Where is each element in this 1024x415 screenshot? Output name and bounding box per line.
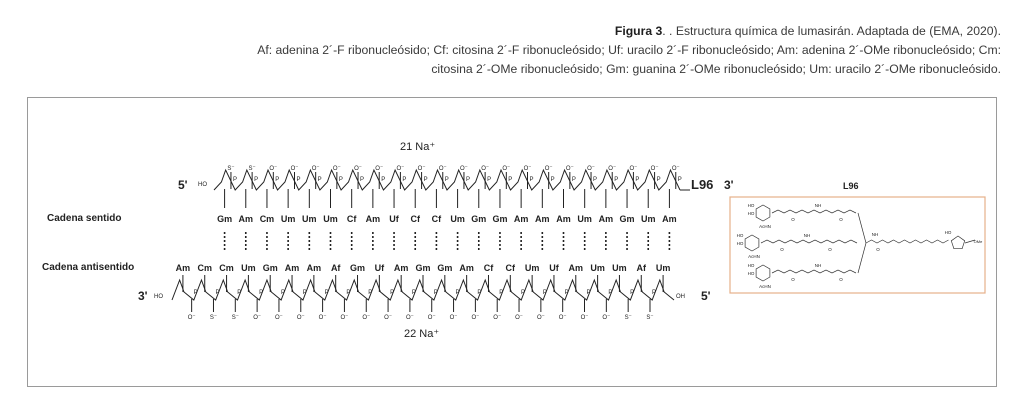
phosphorus-atom: P xyxy=(360,177,365,183)
antisense-strand-label: Cadena antisentido xyxy=(42,262,135,273)
base-pair-mark xyxy=(669,236,671,238)
phosphate-charge: O⁻ xyxy=(558,315,567,321)
phosphate-charge: O⁻ xyxy=(460,166,468,172)
antisense-nucleotide: Uf xyxy=(549,263,559,273)
base-pair-mark xyxy=(287,244,289,246)
sense-nucleotide: Um xyxy=(302,214,317,224)
base-pair-mark xyxy=(542,244,544,246)
antisense-3-prime-end: 3' xyxy=(138,289,148,303)
antisense-nucleotide: Um xyxy=(241,263,256,273)
phosphate-charge: O⁻ xyxy=(354,166,362,172)
base-pair-mark xyxy=(478,240,480,242)
base-pair-mark xyxy=(669,240,671,242)
sense-3-prime-end: 3' xyxy=(724,178,734,192)
base-pair-mark xyxy=(393,236,395,238)
phosphorus-atom: P xyxy=(390,290,395,296)
phosphate-charge: O⁻ xyxy=(502,166,511,172)
base-pair-mark xyxy=(414,240,416,242)
phosphate-charge: O⁻ xyxy=(536,315,545,321)
antisense-nucleotide: Am xyxy=(306,263,322,273)
base-pair-mark xyxy=(393,248,395,250)
base-pair-mark xyxy=(436,248,438,250)
inset-label: HO xyxy=(747,271,755,276)
base-pair-mark xyxy=(626,248,628,250)
base-pair-mark xyxy=(499,244,501,246)
base-pair-mark xyxy=(266,236,268,238)
base-pair-mark xyxy=(330,244,332,246)
base-pair-mark xyxy=(330,240,332,242)
antisense-5-prime-end: 5' xyxy=(701,289,711,303)
antisense-nucleotide: Am xyxy=(284,263,300,273)
base-pair-mark xyxy=(351,240,353,242)
phosphorus-atom: P xyxy=(259,290,264,296)
phosphate-charge: O⁻ xyxy=(187,315,196,321)
base-pair-mark xyxy=(414,248,416,250)
phosphorus-atom: P xyxy=(487,177,492,183)
phosphorus-atom: P xyxy=(254,177,259,183)
phosphorus-atom: P xyxy=(593,177,598,183)
base-pair-mark xyxy=(647,232,649,234)
sense-nucleotide: Am xyxy=(365,214,381,224)
inset-label: AcHN xyxy=(759,224,771,229)
base-pair-mark xyxy=(436,236,438,238)
inset-label: O xyxy=(828,247,832,252)
base-pair-mark xyxy=(520,236,522,238)
sense-nucleotide: Gm xyxy=(471,214,487,224)
phosphate-charge: O⁻ xyxy=(318,315,327,321)
phosphate-charge: O⁻ xyxy=(515,315,523,321)
phosphorus-atom: P xyxy=(215,290,220,296)
antisense-nucleotide: Gm xyxy=(437,263,453,273)
antisense-oh-terminal: OH xyxy=(676,294,685,300)
base-pair-mark xyxy=(351,236,353,238)
sense-nucleotide: Um xyxy=(280,214,296,224)
phosphate-charge: O⁻ xyxy=(275,315,283,321)
base-pair-mark xyxy=(605,244,607,246)
sense-nucleotide: Cf xyxy=(410,214,420,224)
antisense-nucleotide: Um xyxy=(524,263,540,273)
base-pair-mark xyxy=(626,244,628,246)
figure-label: Figura 3 xyxy=(614,24,663,38)
base-pair-mark xyxy=(457,236,459,238)
phosphorus-atom: P xyxy=(317,177,322,183)
base-pair-mark xyxy=(287,236,289,238)
caption-legend: Af: adenina 2´-F ribonucleósido; Cf: citosina 2´-F ribonucleósido; Uf: uracilo 2´-F ribonucleósido; Am: adenina 2´-OMe ribonucleósido; Cm: citosina 2´-OMe ribonucleósido; Gm: guanina 2´-OMe ribonucleósido; Um: uracilo 2´-OMe ribonucleósido. xyxy=(257,43,1001,76)
base-pair-mark xyxy=(266,240,268,242)
base-pair-mark xyxy=(669,244,671,246)
base-pair-mark xyxy=(309,244,311,246)
base-pair-mark xyxy=(542,248,544,250)
phosphate-charge: S⁻ xyxy=(227,166,235,172)
phosphorus-atom: P xyxy=(346,290,351,296)
inset-label: NH xyxy=(871,232,879,237)
base-pair-mark xyxy=(351,248,353,250)
base-pair-mark xyxy=(563,240,565,242)
antisense-nucleotide: Cm xyxy=(197,263,212,273)
base-pair-mark xyxy=(647,236,649,238)
phosphate-charge: S⁻ xyxy=(231,315,239,321)
base-pair-mark xyxy=(457,248,459,250)
base-pair-mark xyxy=(626,240,628,242)
antisense-nucleotide: Um xyxy=(612,263,627,273)
phosphate-charge: O⁻ xyxy=(405,315,414,321)
phosphorus-atom: P xyxy=(338,177,343,183)
phosphorus-atom: P xyxy=(677,177,682,183)
base-pair-mark xyxy=(351,232,353,234)
sense-nucleotide: Cf xyxy=(346,214,357,224)
base-pair-mark xyxy=(647,240,649,242)
sense-nucleotide: Um xyxy=(323,214,338,224)
antisense-nucleotide: Uf xyxy=(374,263,385,273)
phosphate-charge: O⁻ xyxy=(650,166,659,172)
phosphate-charge: O⁻ xyxy=(290,166,299,172)
phosphate-charge: S⁻ xyxy=(209,315,218,321)
sense-nucleotide: Cf xyxy=(431,214,442,224)
sense-nucleotide: Um xyxy=(640,214,656,224)
sense-nucleotide: Gm xyxy=(619,214,635,224)
antisense-nucleotide: Um xyxy=(590,263,605,273)
antisense-nucleotide: Am xyxy=(568,263,584,273)
base-pair-mark xyxy=(669,232,671,234)
antisense-nucleotide: Af xyxy=(330,263,341,273)
phosphate-charge: O⁻ xyxy=(427,315,436,321)
phosphate-charge: O⁻ xyxy=(269,166,278,172)
phosphate-charge: O⁻ xyxy=(384,315,393,321)
phosphorus-atom: P xyxy=(275,177,280,183)
base-pair-mark xyxy=(669,248,671,250)
base-pair-mark xyxy=(478,244,480,246)
phosphate-charge: O⁻ xyxy=(544,166,553,172)
phosphorus-atom: P xyxy=(608,290,613,296)
inset-label: O xyxy=(791,277,795,282)
inset-label: O xyxy=(791,217,795,222)
base-pair-mark xyxy=(330,248,332,250)
base-pair-mark xyxy=(224,248,226,250)
phosphate-charge: O⁻ xyxy=(608,166,617,172)
l96-inset-box xyxy=(730,197,985,293)
sense-nucleotide: Um xyxy=(577,214,592,224)
base-pair-mark xyxy=(605,240,607,242)
base-pair-mark xyxy=(457,232,459,234)
sense-nucleotide: Cm xyxy=(259,214,275,224)
base-pair-mark xyxy=(224,240,226,242)
phosphorus-atom: P xyxy=(564,290,569,296)
base-pair-mark xyxy=(605,232,607,234)
phosphorus-atom: P xyxy=(656,177,661,183)
base-pair-mark xyxy=(563,244,565,246)
inset-label: O xyxy=(839,217,843,222)
phosphorus-atom: P xyxy=(193,290,198,296)
phosphorus-atom: P xyxy=(529,177,534,183)
base-pair-mark xyxy=(330,232,332,234)
base-pair-mark xyxy=(647,248,649,250)
phosphorus-atom: P xyxy=(444,177,449,183)
phosphorus-atom: P xyxy=(411,290,416,296)
phosphate-charge: O⁻ xyxy=(565,166,574,172)
inset-label: HO xyxy=(736,241,744,246)
sense-nucleotide: Gm xyxy=(217,214,233,224)
phosphorus-atom: P xyxy=(521,290,526,296)
base-pair-mark xyxy=(520,240,522,242)
base-pair-mark xyxy=(626,232,628,234)
sense-nucleotide: Am xyxy=(598,214,614,224)
antisense-nucleotide: Gm xyxy=(415,263,431,273)
base-pair-mark xyxy=(542,236,544,238)
phosphate-charge: O⁻ xyxy=(362,315,371,321)
base-pair-mark xyxy=(245,236,247,238)
inset-label: O xyxy=(839,277,843,282)
sense-nucleotide: Am xyxy=(662,214,677,224)
inset-label: O xyxy=(780,247,784,252)
phosphorus-atom: P xyxy=(635,177,640,183)
sense-nucleotide: Uf xyxy=(389,214,399,224)
phosphorus-atom: P xyxy=(586,290,591,296)
sense-nucleotide: Am xyxy=(238,214,254,224)
antisense-nucleotide: Cf xyxy=(505,263,516,273)
base-pair-mark xyxy=(563,232,565,234)
phosphorus-atom: P xyxy=(433,290,438,296)
inset-label: HO xyxy=(747,263,755,268)
phosphate-charge: S⁻ xyxy=(248,166,256,172)
caption-title: . . Estructura química de lumasirán. Adaptada de (EMA, 2020). xyxy=(662,24,1001,38)
base-pair-mark xyxy=(542,240,544,242)
phosphate-charge: O⁻ xyxy=(629,166,638,172)
phosphate-charge: O⁻ xyxy=(580,315,589,321)
l96-inset xyxy=(730,181,985,293)
inset-label: AcHN xyxy=(748,254,760,259)
base-pair-mark xyxy=(499,248,501,250)
antisense-nucleotide: Am xyxy=(393,263,409,273)
phosphate-charge: O⁻ xyxy=(493,315,502,321)
inset-label: OMe xyxy=(973,239,983,244)
sense-ho-terminal: HO xyxy=(198,182,207,188)
antisense-counterion: 22 Na⁺ xyxy=(404,328,440,340)
base-pair-mark xyxy=(478,232,480,234)
inset-label: NH xyxy=(803,233,811,238)
base-pair-mark xyxy=(224,236,226,238)
base-pair-mark xyxy=(245,240,247,242)
base-pair-mark xyxy=(372,236,374,238)
inset-label: AcHN xyxy=(759,284,771,289)
phosphate-charge: S⁻ xyxy=(624,315,632,321)
base-pair-mark xyxy=(393,232,395,234)
base-pair-mark xyxy=(563,248,565,250)
base-pair-mark xyxy=(499,236,501,238)
phosphorus-atom: P xyxy=(237,290,242,296)
phosphorus-atom: P xyxy=(550,177,555,183)
phosphate-charge: O⁻ xyxy=(396,166,405,172)
base-pair-mark xyxy=(266,244,268,246)
phosphorus-atom: P xyxy=(465,177,470,183)
antisense-nucleotide: Am xyxy=(175,263,191,273)
base-pair-mark xyxy=(351,244,353,246)
antisense-nucleotide: Am xyxy=(459,263,474,273)
phosphorus-atom: P xyxy=(402,177,407,183)
l96-conjugate-tag: L96 xyxy=(691,177,714,192)
sense-strand-label: Cadena sentido xyxy=(47,213,122,224)
base-pair-mark xyxy=(584,244,586,246)
base-pair-mark xyxy=(626,236,628,238)
phosphate-charge: O⁻ xyxy=(375,166,384,172)
base-pair-mark xyxy=(520,248,522,250)
phosphorus-atom: P xyxy=(630,290,635,296)
phosphorus-atom: P xyxy=(302,290,307,296)
inset-label: O xyxy=(876,247,880,252)
inset-label: HO xyxy=(736,233,744,238)
base-pair-mark xyxy=(372,240,374,242)
base-pair-mark xyxy=(457,240,459,242)
base-pair-mark xyxy=(245,248,247,250)
base-pair-mark xyxy=(372,248,374,250)
sense-counterion: 21 Na⁺ xyxy=(400,141,436,153)
phosphorus-atom: P xyxy=(455,290,460,296)
sense-nucleotide: Am xyxy=(513,214,529,224)
base-pair-mark xyxy=(542,232,544,234)
phosphate-charge: S⁻ xyxy=(646,315,654,321)
antisense-nucleotide: Um xyxy=(655,263,671,273)
inset-label: HO xyxy=(747,211,755,216)
base-pair-mark xyxy=(245,244,247,246)
base-pair-mark xyxy=(224,244,226,246)
inset-label: HO xyxy=(944,230,952,235)
base-pair-mark xyxy=(457,244,459,246)
inset-label: NH xyxy=(814,263,822,268)
phosphorus-atom: P xyxy=(614,177,619,183)
base-pair-mark xyxy=(584,240,586,242)
phosphorus-atom: P xyxy=(324,290,329,296)
base-pair-mark xyxy=(414,244,416,246)
phosphate-charge: O⁻ xyxy=(481,166,490,172)
sense-nucleotide: Gm xyxy=(492,214,508,224)
base-pair-mark xyxy=(520,232,522,234)
phosphate-charge: O⁻ xyxy=(671,166,680,172)
base-pair-mark xyxy=(414,236,416,238)
base-pair-mark xyxy=(414,232,416,234)
base-pair-mark xyxy=(266,248,268,250)
phosphate-charge: O⁻ xyxy=(523,166,532,172)
base-pair-mark xyxy=(436,232,438,234)
base-pair-mark xyxy=(309,240,311,242)
phosphorus-atom: P xyxy=(651,290,656,296)
base-pair-mark xyxy=(309,236,311,238)
base-pair-mark xyxy=(563,236,565,238)
base-pair-mark xyxy=(647,244,649,246)
antisense-ho-terminal: HO xyxy=(154,294,163,300)
phosphorus-atom: P xyxy=(477,290,482,296)
base-pair-mark xyxy=(266,232,268,234)
phosphorus-atom: P xyxy=(296,177,301,183)
base-pair-mark xyxy=(584,248,586,250)
phosphorus-atom: P xyxy=(381,177,386,183)
base-pair-mark xyxy=(436,244,438,246)
base-pair-mark xyxy=(372,232,374,234)
phosphorus-atom: P xyxy=(542,290,547,296)
antisense-nucleotide: Af xyxy=(636,263,647,273)
inset-label: NH xyxy=(814,203,822,208)
base-pair-mark xyxy=(393,244,395,246)
base-pair-mark xyxy=(584,236,586,238)
phosphorus-atom: P xyxy=(232,177,237,183)
phosphate-charge: O⁻ xyxy=(417,166,426,172)
antisense-nucleotide: Gm xyxy=(350,263,366,273)
phosphate-charge: O⁻ xyxy=(438,166,447,172)
base-pair-mark xyxy=(309,232,311,234)
base-pair-mark xyxy=(287,240,289,242)
antisense-nucleotide: Cf xyxy=(483,263,494,273)
phosphate-charge: O⁻ xyxy=(471,315,480,321)
base-pair-mark xyxy=(245,232,247,234)
phosphate-charge: O⁻ xyxy=(449,315,458,321)
phosphate-charge: O⁻ xyxy=(332,166,341,172)
antisense-nucleotide: Cm xyxy=(219,263,234,273)
base-pair-mark xyxy=(287,248,289,250)
phosphorus-atom: P xyxy=(423,177,428,183)
base-pair-mark xyxy=(393,240,395,242)
base-pair-mark xyxy=(436,240,438,242)
base-pair-mark xyxy=(478,236,480,238)
phosphate-charge: O⁻ xyxy=(253,315,262,321)
base-pair-mark xyxy=(605,236,607,238)
sense-nucleotide: Am xyxy=(535,214,550,224)
base-pair-mark xyxy=(520,244,522,246)
l96-inset-title: L96 xyxy=(843,181,859,191)
phosphorus-atom: P xyxy=(508,177,513,183)
phosphate-charge: O⁻ xyxy=(587,166,595,172)
phosphorus-atom: P xyxy=(368,290,373,296)
phosphorus-atom: P xyxy=(571,177,576,183)
base-pair-mark xyxy=(605,248,607,250)
sense-nucleotide: Am xyxy=(556,214,571,224)
base-pair-mark xyxy=(584,232,586,234)
phosphorus-atom: P xyxy=(280,290,285,296)
base-pair-mark xyxy=(478,248,480,250)
antisense-nucleotide: Gm xyxy=(262,263,278,273)
sense-5-prime-end: 5' xyxy=(178,178,188,192)
phosphorus-atom: P xyxy=(499,290,504,296)
base-pair-mark xyxy=(372,244,374,246)
phosphate-charge: O⁻ xyxy=(602,315,611,321)
base-pair-mark xyxy=(499,232,501,234)
base-pair-mark xyxy=(224,232,226,234)
base-pair-mark xyxy=(499,240,501,242)
phosphate-charge: O⁻ xyxy=(311,166,320,172)
base-pair-mark xyxy=(309,248,311,250)
inset-label: HO xyxy=(747,203,755,208)
phosphate-charge: O⁻ xyxy=(340,315,349,321)
base-pair-mark xyxy=(330,236,332,238)
sense-nucleotide: Um xyxy=(450,214,465,224)
phosphate-charge: O⁻ xyxy=(296,315,305,321)
base-pair-mark xyxy=(287,232,289,234)
